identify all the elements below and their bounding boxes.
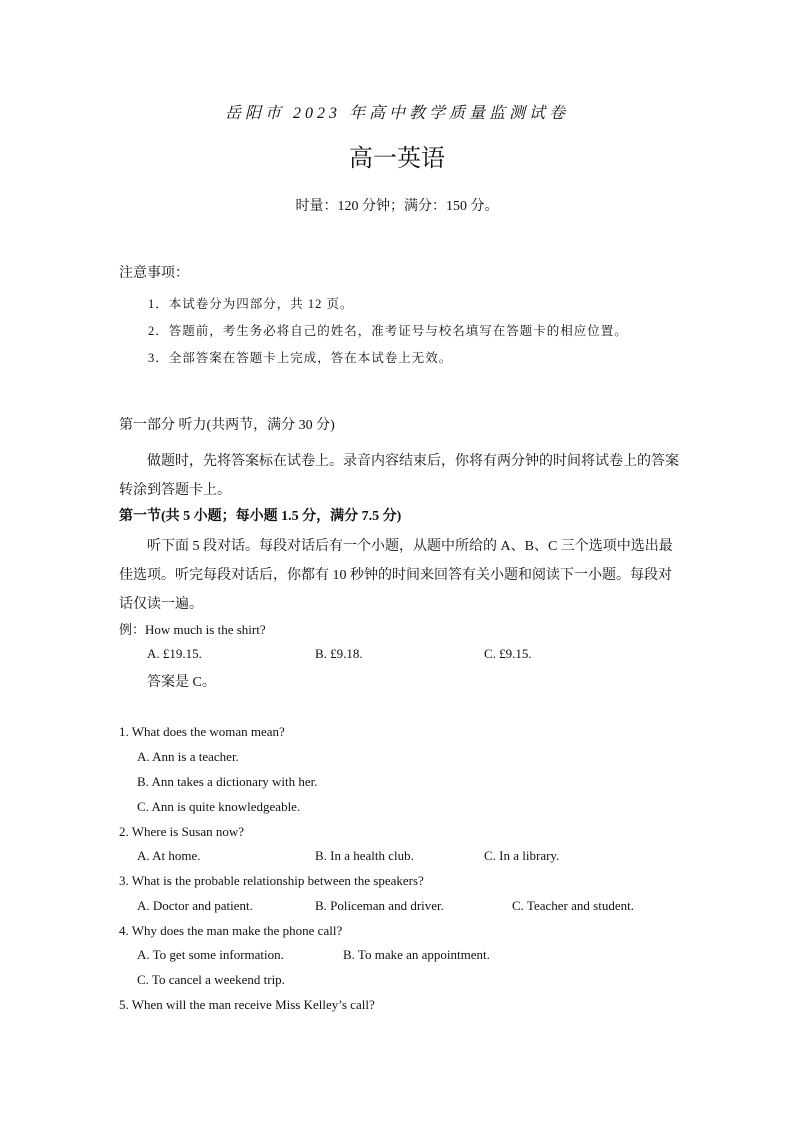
question-2-stem: 2. Where is Susan now?	[119, 824, 245, 839]
subject-title: 高一英语	[349, 144, 445, 172]
question-4-option-b: B. To make an appointment.	[343, 947, 490, 962]
part1-instruction: 做题时，先将答案标在试卷上。录音内容结束后，你将有两分钟的时间将试卷上的答案转涂到答题卡上。	[119, 454, 679, 498]
question-4-stem: 4. Why does the man make the phone call?	[119, 923, 343, 938]
notice-item-3: 3．全部答案在答题卡上完成，答在本试卷上无效。	[148, 351, 453, 365]
question-2-option-a: A. At home.	[137, 848, 201, 863]
example-answer: 答案是 C。	[147, 675, 216, 690]
question-1-stem: 1. What does the woman mean?	[119, 724, 285, 739]
notice-item-2: 2．答题前，考生务必将自己的姓名，准考证号与校名填写在答题卡的相应位置。	[148, 324, 628, 338]
section1-heading: 第一节(共 5 小题；每小题 1.5 分，满分 7.5 分)	[119, 509, 402, 524]
question-3-option-c: C. Teacher and student.	[512, 898, 634, 913]
section1-instruction: 听下面 5 段对话。每段对话后有一个小题，从题中所给的 A、B、C 三个选项中选出最佳选项。听完每段对话后，你都有 10 秒钟的时间来回答有关小题和阅读下一小题。每段对话仅读一遍。	[119, 539, 673, 612]
question-3-option-a: A. Doctor and patient.	[137, 898, 253, 913]
question-1-option-a: A. Ann is a teacher.	[137, 749, 239, 764]
question-1-option-c: C. Ann is quite knowledgeable.	[137, 799, 301, 814]
exam-timing: 时量：120 分钟；满分：150 分。	[295, 199, 499, 214]
question-3-stem: 3. What is the probable relationship between the speakers?	[119, 873, 424, 888]
example-option-a: A. £19.15.	[147, 646, 202, 661]
question-4-option-a: A. To get some information.	[137, 947, 284, 962]
question-5-stem: 5. When will the man receive Miss Kelley’s call?	[119, 997, 375, 1012]
example-option-c: C. £9.15.	[484, 646, 532, 661]
question-1-option-b: B. Ann takes a dictionary with her.	[137, 774, 318, 789]
question-2-option-b: B. In a health club.	[315, 848, 414, 863]
example-option-b: B. £9.18.	[315, 646, 363, 661]
example-prompt: 例：How much is the shirt?	[119, 622, 266, 637]
notice-item-1: 1．本试卷分为四部分，共 12 页。	[148, 297, 354, 311]
part1-heading: 第一部分 听力(共两节，满分 30 分)	[119, 418, 335, 433]
question-4-option-c: C. To cancel a weekend trip.	[137, 972, 285, 987]
exam-title: 岳阳市 2023 年高中教学质量监测试卷	[224, 105, 569, 122]
question-3-option-b: B. Policeman and driver.	[315, 898, 444, 913]
notice-heading: 注意事项：	[119, 266, 189, 281]
question-2-option-c: C. In a library.	[484, 848, 560, 863]
